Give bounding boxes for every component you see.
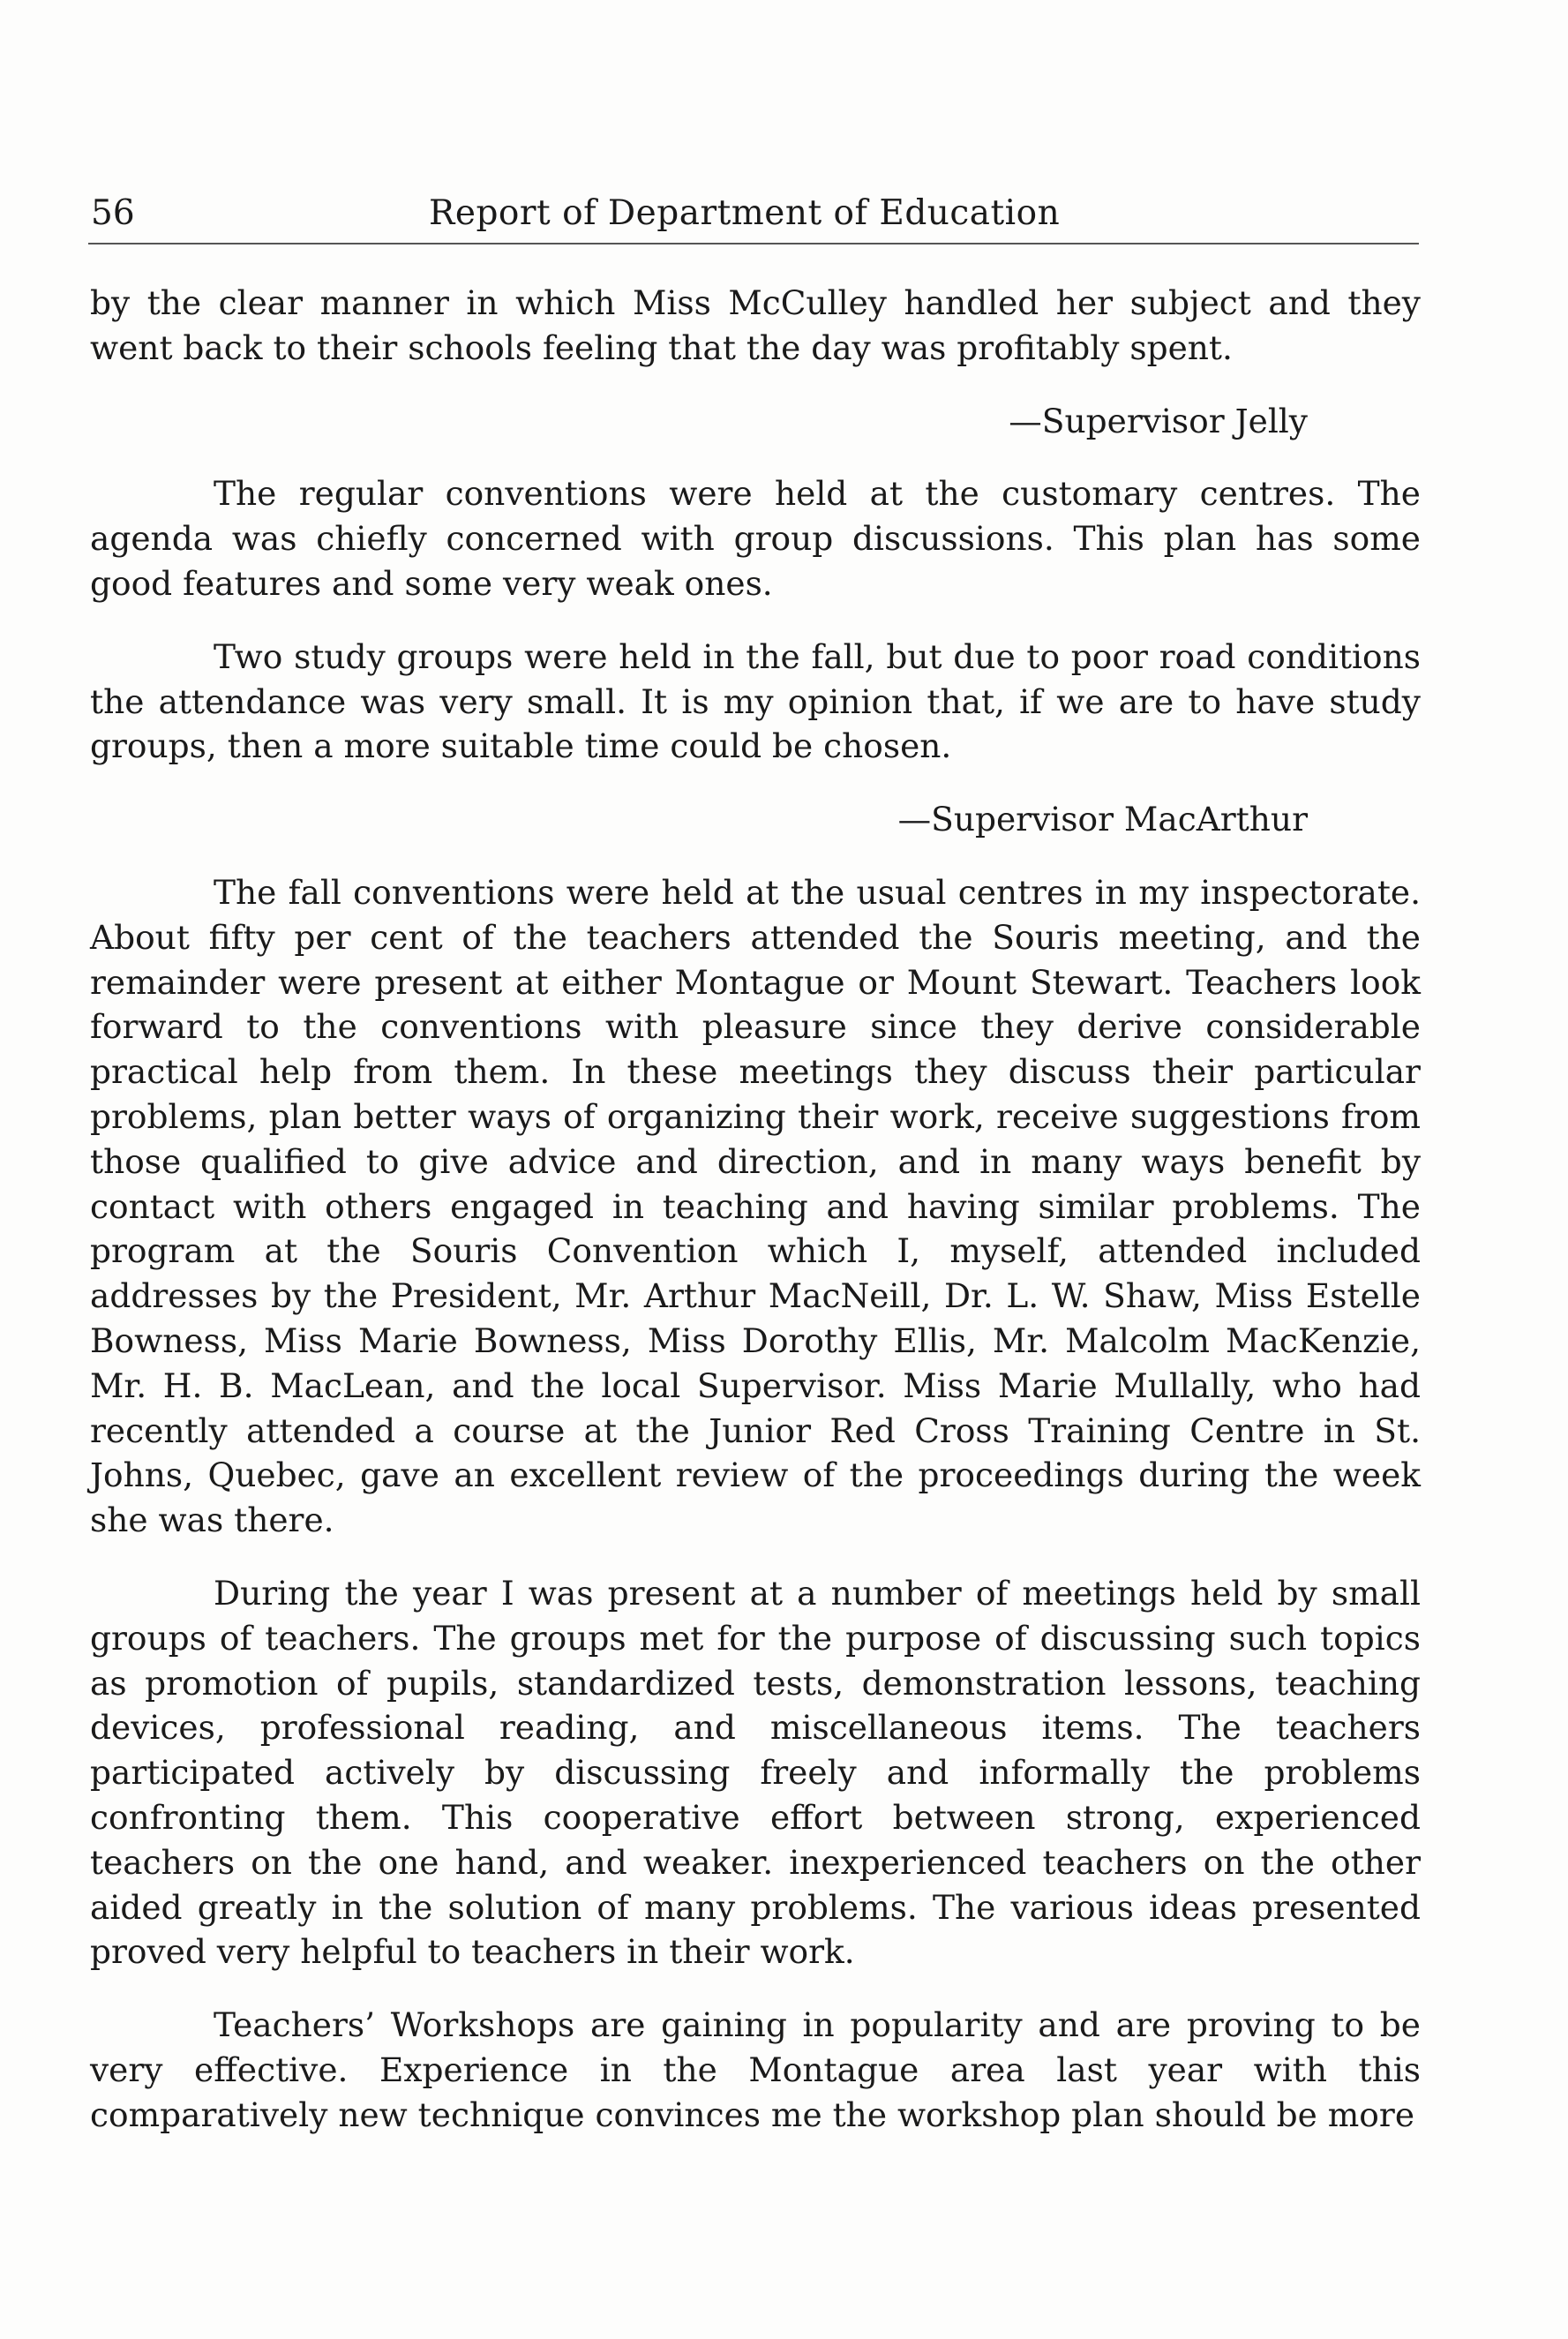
paragraph-fall-conventions: The fall conventions were held at the usual centres in my inspectorate. About fifty per cent of the teachers attended the Souris meeting, and the remainder were present at either Montague or Mount Stewart. Teachers look forward to the conventions with pleasure since they derive considerable practical help from them. In these meetings they discuss their particular problems, plan better ways of organizing their work, receive suggestions from those qualified to give advice and direction, and in many ways benefit by contact with others engaged in teaching and having similar problems. The program at the Souris Convention which I, myself, attended included addresses by the President, Mr. Arthur MacNeill, Dr. L. W. Shaw, Miss Estelle Bowness, Miss Marie Bowness, Miss Dorothy Ellis, Mr. Malcolm MacKenzie, Mr. H. B. MacLean, and the local Supervisor. Miss Marie Mullally, who had recently attended a course at the Junior Red Cross Training Centre in St. Johns, Quebec, gave an excellent review of the proceedings during the week she was there. [90,872,1421,1540]
paragraph-regular-conventions: The regular conventions were held at the customary centres. The agenda was chiefly concerned with group discussions. This plan has some good features and some very weak ones. [90,474,1421,603]
paragraph-study-groups: Two study groups were held in the fall, but due to poor road conditions the attendance was very small. It is my opinion that, if we are to have study groups, then a more suitable time could be chosen. [90,636,1421,766]
paragraph-workshops: Teachers’ Workshops are gaining in popularity and are proving to be very effective. Experience in the Montague area last year with this comparatively new technique convinces me the workshop plan should be more [90,2005,1421,2134]
signature-supervisor-jelly: —Supervisor Jelly [1009,401,1308,440]
page-number: 56 [91,193,135,233]
running-header [91,187,1417,240]
paragraph-continuation: by the clear manner in which Miss McCulley handled her subject and they went back to their schools feeling that the day was profitably spent. [90,283,1421,367]
signature-supervisor-macarthur: —Supervisor MacArthur [897,800,1308,839]
body-text [90,281,1421,2137]
header-rule [88,243,1419,244]
paragraph-group-meetings: During the year I was present at a number of meetings held by small groups of teachers. The groups met for the purpose of discussing such topics as promotion of pupils, standardized tests, demonstration lessons, teaching devices, professional reading, and miscellaneous items. The teachers participated actively by discussing freely and informally the problems confronting them. This cooperative effort between strong, experienced teachers on the one hand, and weaker. inexperienced teachers on the other aided greatly in the solution of many problems. The various ideas presented proved very helpful to teachers in their work. [90,1573,1421,1972]
running-title: Report of Department of Education [429,193,1061,233]
